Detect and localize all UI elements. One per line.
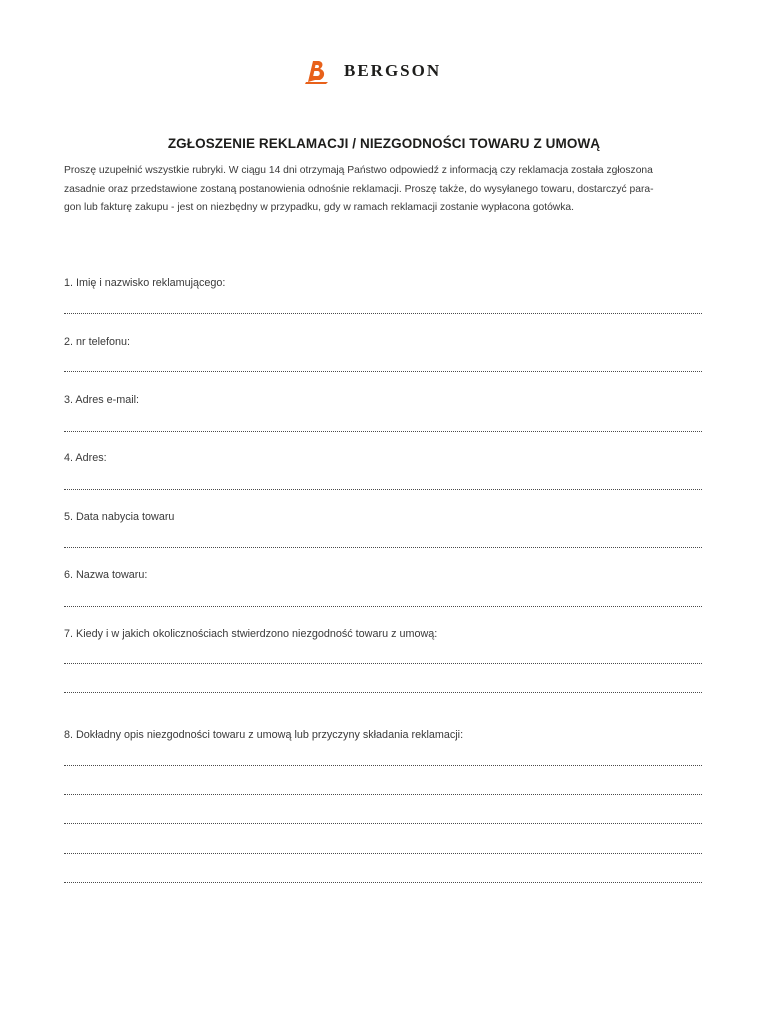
field-label-address: 4. Adres: (64, 452, 107, 464)
field-input-description[interactable] (64, 882, 702, 883)
intro-line: Proszę uzupełnić wszystkie rubryki. W ciągu 14 dni otrzymają Państwo odpowiedź z informacją czy reklamacja została zgłoszona (64, 165, 653, 176)
field-input-purchase-date[interactable] (64, 547, 702, 548)
bergson-b-icon (304, 57, 330, 85)
page-title: ZGŁOSZENIE REKLAMACJI / NIEZGODNOŚCI TOWARU Z UMOWĄ (167, 136, 601, 151)
field-input-product-name[interactable] (64, 606, 702, 607)
field-label-purchase-date: 5. Data nabycia towaru (64, 511, 175, 523)
field-input-name[interactable] (64, 313, 702, 314)
field-input-circumstances[interactable] (64, 692, 702, 693)
intro-line: gon lub fakturę zakupu - jest on niezbędny w przypadku, gdy w ramach reklamacji zostanie wypłacona gotówka. (64, 202, 574, 213)
field-input-phone[interactable] (64, 371, 702, 372)
intro-paragraph (64, 162, 702, 218)
field-label-product-name: 6. Nazwa towaru: (64, 569, 148, 581)
field-label-circumstances: 7. Kiedy i w jakich okolicznościach stwierdzono niezgodność towaru z umową: (64, 628, 438, 640)
field-input-description[interactable] (64, 823, 702, 824)
field-label-phone: 2. nr telefonu: (64, 336, 131, 348)
brand-name: BERGSON (344, 61, 442, 80)
field-input-description[interactable] (64, 853, 702, 854)
field-label-email: 3. Adres e-mail: (64, 394, 140, 406)
field-input-description[interactable] (64, 765, 702, 766)
field-input-circumstances[interactable] (64, 663, 702, 664)
brand-logo (304, 56, 441, 86)
field-label-description: 8. Dokładny opis niezgodności towaru z umową lub przyczyny składania reklamacji: (64, 729, 464, 741)
intro-line: zasadnie oraz przedstawione zostaną postanowienia odnośnie reklamacji. Proszę także, do wysyłanego towaru, dostarczyć para- (64, 183, 654, 195)
field-input-email[interactable] (64, 431, 702, 432)
field-label-name: 1. Imię i nazwisko reklamującego: (64, 277, 226, 289)
field-input-description[interactable] (64, 794, 702, 795)
field-input-address[interactable] (64, 489, 702, 490)
